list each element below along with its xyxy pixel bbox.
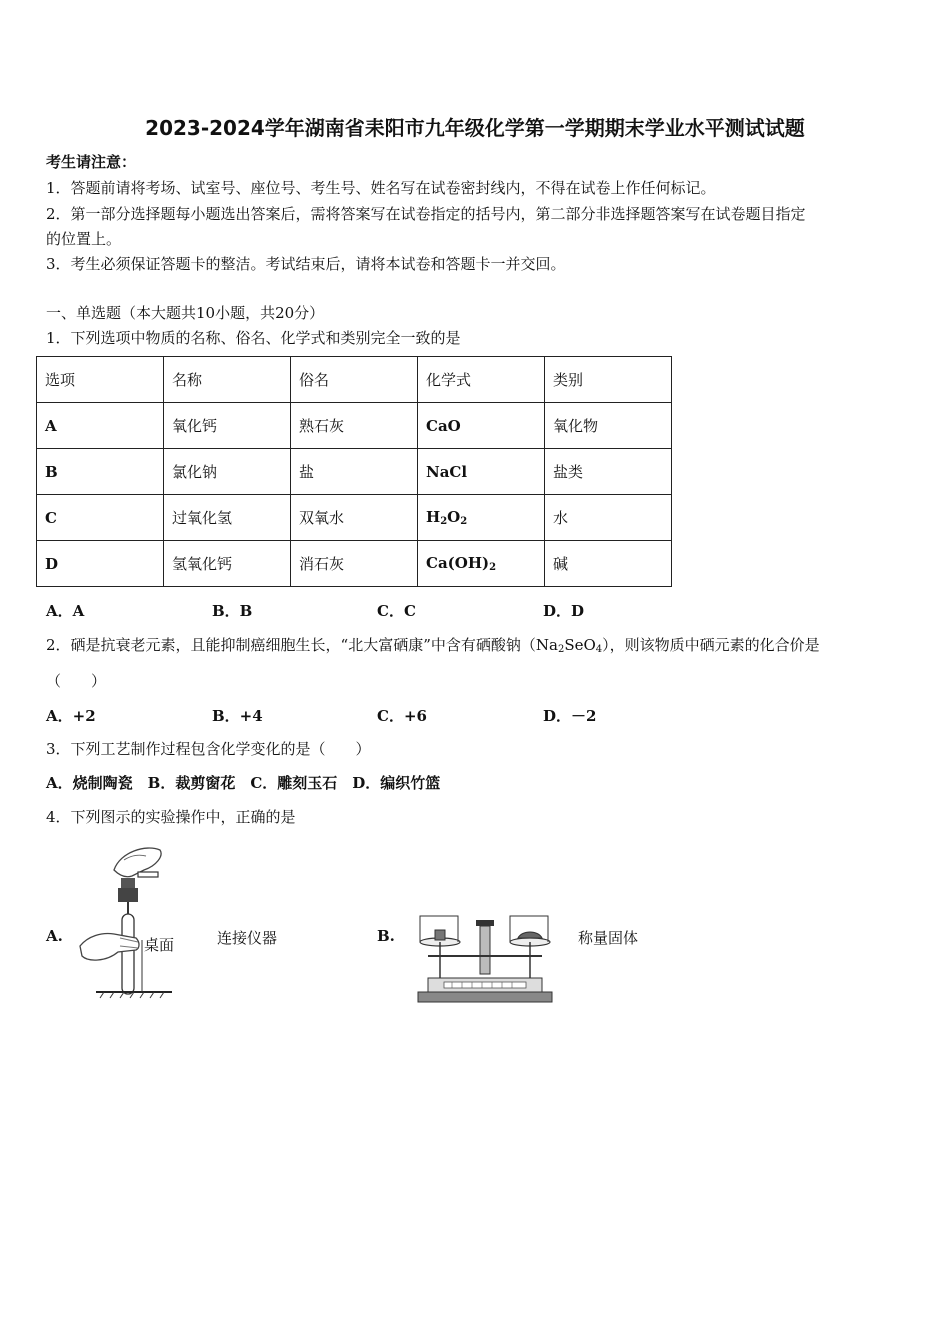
name-cell: 氢氧化钙 (164, 541, 291, 587)
formula-subscript: 2 (460, 516, 468, 527)
section-heading: 一、单选题（本大题共10小题，共20分） (46, 304, 325, 322)
q2-option-b: B．+4 (212, 707, 263, 725)
common-name-cell: 熟石灰 (291, 403, 418, 449)
name-cell: 氯化钠 (164, 449, 291, 495)
q3-stem: 3．下列工艺制作过程包含化学变化的是（ ） (46, 740, 371, 758)
q1-table (36, 356, 672, 587)
balance-scale-figure (414, 908, 556, 1004)
formula-subscript: 2 (489, 562, 497, 573)
table-row (37, 541, 672, 587)
name-cell: 氧化钙 (164, 403, 291, 449)
q1-option-a: A．A (46, 602, 85, 620)
table-row (37, 495, 672, 541)
q1-option-b: B．B (212, 602, 253, 620)
q2-stem-text: 2．硒是抗衰老元素，且能抑制癌细胞生长，“北大富硒康”中含有硒酸钠（Na (46, 636, 558, 654)
formula-cell (418, 495, 545, 541)
q2-option-d: D．－2 (543, 707, 597, 725)
q1-option-d: D．D (543, 602, 585, 620)
q2-stem (46, 634, 820, 655)
name-cell: 过氧化氢 (164, 495, 291, 541)
q2-stem-text: SeO (564, 636, 596, 654)
q2-option-a: A．+2 (46, 707, 96, 725)
header-cell: 化学式 (418, 357, 545, 403)
category-cell: 盐类 (545, 449, 672, 495)
page-title: 2023-2024学年湖南省耒阳市九年级化学第一学期期末学业水平测试试题 (145, 116, 805, 140)
table-row (37, 449, 672, 495)
notice-item-2a: 2．第一部分选择题每小题选出答案后，需将答案写在试卷指定的括号内，第二部分非选择题答案写在试卷题目指定 (46, 205, 806, 223)
q2-subscript: 2 (557, 644, 565, 655)
formula-cell (418, 449, 545, 495)
q4-option-a-label: 连接仪器 (217, 929, 278, 947)
table-header-row (37, 357, 672, 403)
q1-stem: 1．下列选项中物质的名称、俗名、化学式和类别完全一致的是 (46, 329, 461, 347)
formula-text: CaO (426, 416, 461, 435)
table-row (37, 403, 672, 449)
formula-subscript: 2 (440, 516, 448, 527)
common-name-cell: 消石灰 (291, 541, 418, 587)
notice-item-1: 1．答题前请将考场、试室号、座位号、考生号、姓名写在试卷密封线内，不得在试卷上作任何标记。 (46, 179, 716, 197)
notice-item-3: 3．考生必须保证答题卡的整洁。考试结束后，请将本试卷和答题卡一并交回。 (46, 255, 566, 273)
formula-cell (418, 403, 545, 449)
header-cell: 类别 (545, 357, 672, 403)
common-name-cell: 双氧水 (291, 495, 418, 541)
q3-options: A．烧制陶瓷 B．裁剪窗花 C．雕刻玉石 D．编织竹篮 (46, 774, 441, 792)
formula-text: O (447, 508, 461, 526)
q2-option-c: C．+6 (377, 707, 427, 725)
category-cell: 氧化物 (545, 403, 672, 449)
formula-text: H (426, 508, 441, 526)
category-cell: 水 (545, 495, 672, 541)
test-tube-stopper-figure (74, 842, 184, 1000)
option-cell: B (37, 449, 164, 495)
formula-cell (418, 541, 545, 587)
q2-blank: （ ） (46, 672, 107, 690)
q1-option-c: C．C (377, 602, 416, 620)
header-cell: 俗名 (291, 357, 418, 403)
option-cell: A (37, 403, 164, 449)
category-cell: 碱 (545, 541, 672, 587)
header-cell: 名称 (164, 357, 291, 403)
q4-stem: 4．下列图示的实验操作中，正确的是 (46, 808, 296, 826)
notice-item-2b: 的位置上。 (46, 230, 122, 248)
formula-text: NaCl (426, 462, 468, 481)
header-cell: 选项 (37, 357, 164, 403)
option-cell: D (37, 541, 164, 587)
formula-text: Ca(OH) (426, 554, 490, 572)
q4-option-a-letter: A. (46, 927, 63, 945)
notice-heading: 考生请注意： (46, 153, 137, 171)
q4-option-b-letter: B. (377, 927, 395, 945)
q2-subscript: 4 (595, 644, 603, 655)
desk-label: 桌面 (144, 936, 175, 954)
q2-stem-text: ），则该物质中硒元素的化合价是 (602, 636, 820, 654)
common-name-cell: 盐 (291, 449, 418, 495)
option-cell: C (37, 495, 164, 541)
q4-option-b-label: 称量固体 (578, 929, 639, 947)
